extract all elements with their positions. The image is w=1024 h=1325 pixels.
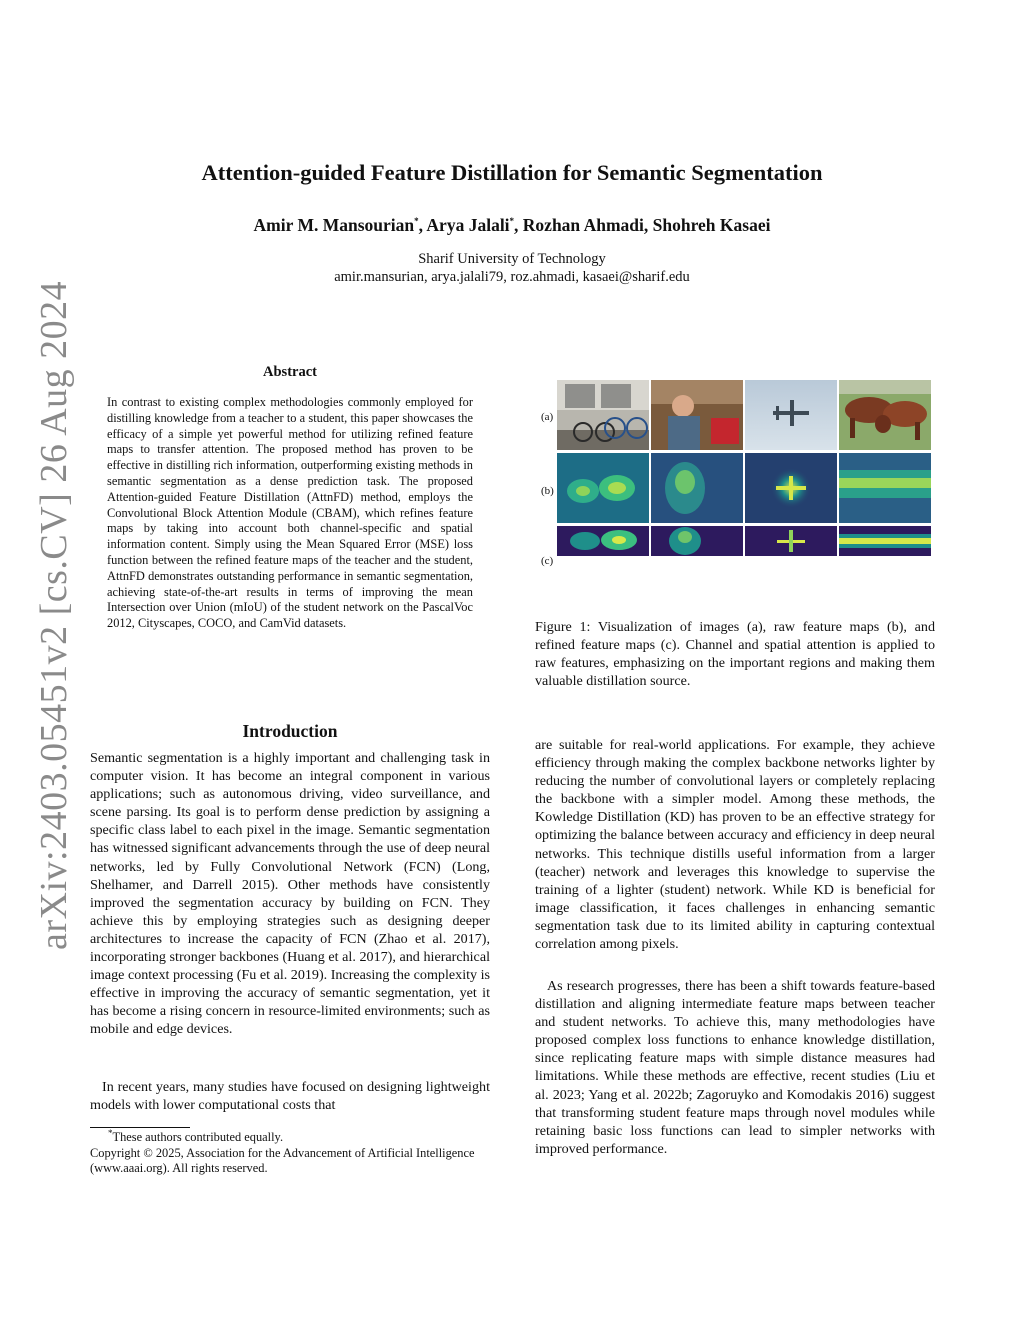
introduction-paragraph-2: In recent years, many studies have focused on designing lightweight models with lower computational costs that	[90, 1079, 490, 1114]
abstract-heading: Abstract	[263, 364, 317, 380]
footnote	[90, 1127, 490, 1177]
author-emails: amir.mansurian, arya.jalali79, roz.ahmadi, kasaei@sharif.edu	[334, 269, 690, 285]
raw-map-bicycles	[557, 453, 649, 523]
equal-contrib-mark: *	[509, 216, 515, 227]
figure-grid	[535, 378, 935, 567]
footnote-note: These authors contributed equally.	[112, 1130, 284, 1144]
refined-map-airplane	[745, 526, 837, 556]
right-column-paragraph-2: As research progresses, there has been a shift towards feature-based distillation and aligning intermediate feature maps between teacher and student networks. To achieve this, many methodologies have proposed complex loss functions to enhance knowledge distillation, since replicating feature maps with simple distance measures had limitations. While these methods are effective, recent studies (Liu et al. 2023; Yang et al. 2022b; Zagoruyko and Komodakis 2016) suggest that transforming student feature maps through novel modules while retaining basic loss functions can lead to simpler networks with improved performance.	[535, 978, 935, 1157]
photo-bicycles	[557, 380, 649, 450]
footnote-mark: *	[108, 1127, 113, 1138]
abstract-text: In contrast to existing complex methodologies commonly employed for distilling knowledge from a teacher to a student, this paper showcases the efficacy of a simple yet powerful method for utilizing refined feature maps to transfer attention. The proposed method has proven to be effective in distilling rich information, outperforming existing methods in semantic segmentation as a dense prediction task. The proposed Attention-guided Feature Distillation (AttnFD) method, employs the Convolutional Block Attention Module (CBAM), which refines feature maps by taking into account both channel-specific and spatial information content. Simply using the Mean Squared Error (MSE) loss function between the refined feature maps of the teacher and the student, AttnFD demonstrates outstanding performance in semantic segmentation, achieving state-of-the-art results in terms of improving the mean Intersection over Union (mIoU) of the student network on the PascalVoc 2012, Cityscapes, COCO, and CamVid datasets.	[107, 395, 473, 631]
row-label-c: (c)	[541, 555, 554, 567]
equal-contrib-mark: *	[414, 216, 419, 227]
photo-airplane	[745, 380, 837, 450]
raw-map-airplane	[745, 453, 837, 523]
author-1: Amir M. Mansourian	[253, 215, 415, 235]
photo-person	[651, 380, 743, 450]
author-list: Amir M. Mansourian*, Arya Jalali*, Rozhan Ahmadi, Shohreh Kasaei	[253, 215, 771, 235]
author-2: Arya Jalali	[426, 215, 510, 235]
row-label-a: (a)	[541, 411, 554, 423]
refined-map-bicycles	[557, 526, 649, 556]
right-column-paragraph-1: are suitable for real-world applications. For example, they achieve efficiency through making the complex backbone networks lighter by reducing the number of convolutional layers or completely replacing the backbone with a simpler model. Among these methods, the Kowledge Distillation (KD) has proven to be an effective strategy for optimizing the balance between accuracy and efficiency in deep neural networks. This technique distills useful information from a larger (teacher) network and leverages this knowledge to supervise the training of a lighter (student) network. While KD is beneficial for image classification, it faces challenges in enhancing semantic segmentation task due to its limited ability in capturing contextual correlation among pixels.	[535, 737, 935, 953]
refined-map-person	[651, 526, 743, 556]
paper-title: Attention-guided Feature Distillation for Semantic Segmentation	[201, 160, 823, 185]
photo-cows	[839, 380, 931, 450]
refined-map-cows	[839, 526, 931, 556]
raw-map-cows	[839, 453, 931, 523]
raw-map-person	[651, 453, 743, 523]
institution: Sharif University of Technology	[418, 251, 606, 267]
introduction-paragraph-1: Semantic segmentation is a highly important and challenging task in computer vision. It has become an integral component in various applications; such as autonomous driving, video surveillance, and scene parsing. Its goal is to perform dense prediction by assigning a specific class label to each pixel in the image. Semantic segmentation has witnessed significant advancements through the use of deep neural networks, led by Fully Convolutional Network (FCN) (Long, Shelhamer, and Darrell 2015). Other methods have consistently improved the segmentation accuracy by building on FCN. They achieve this by employing strategies such as designing deeper architectures to increase the capacity of FCN (Zhao et al. 2017), incorporating stronger backbones (Huang et al. 2017), and hierarchical image context processing (Fu et al. 2019). Increasing the complexity is effective in improving the accuracy of semantic segmentation, yet it has become a rising concern in resource-limited environments; such as mobile and edge devices.	[90, 750, 490, 1038]
row-label-b: (b)	[541, 485, 554, 497]
figure-1	[535, 378, 935, 567]
affiliation	[90, 250, 934, 286]
copyright-notice: Copyright © 2025, Association for the Advancement of Artificial Intelligence (www.aaai.org). All rights reserved.	[90, 1145, 475, 1175]
arxiv-side-stamp: arXiv:2403.05451v2 [cs.CV] 26 Aug 2024	[33, 280, 75, 950]
figure-1-caption: Figure 1: Visualization of images (a), raw feature maps (b), and refined feature maps (c). Channel and spatial attention is applied to raw features, emphasizing on the important regions and making them valuable distillation source.	[535, 619, 935, 690]
author-rest: Rozhan Ahmadi, Shohreh Kasaei	[522, 215, 771, 235]
footnote-rule	[90, 1127, 190, 1128]
introduction-heading: Introduction	[242, 721, 338, 741]
